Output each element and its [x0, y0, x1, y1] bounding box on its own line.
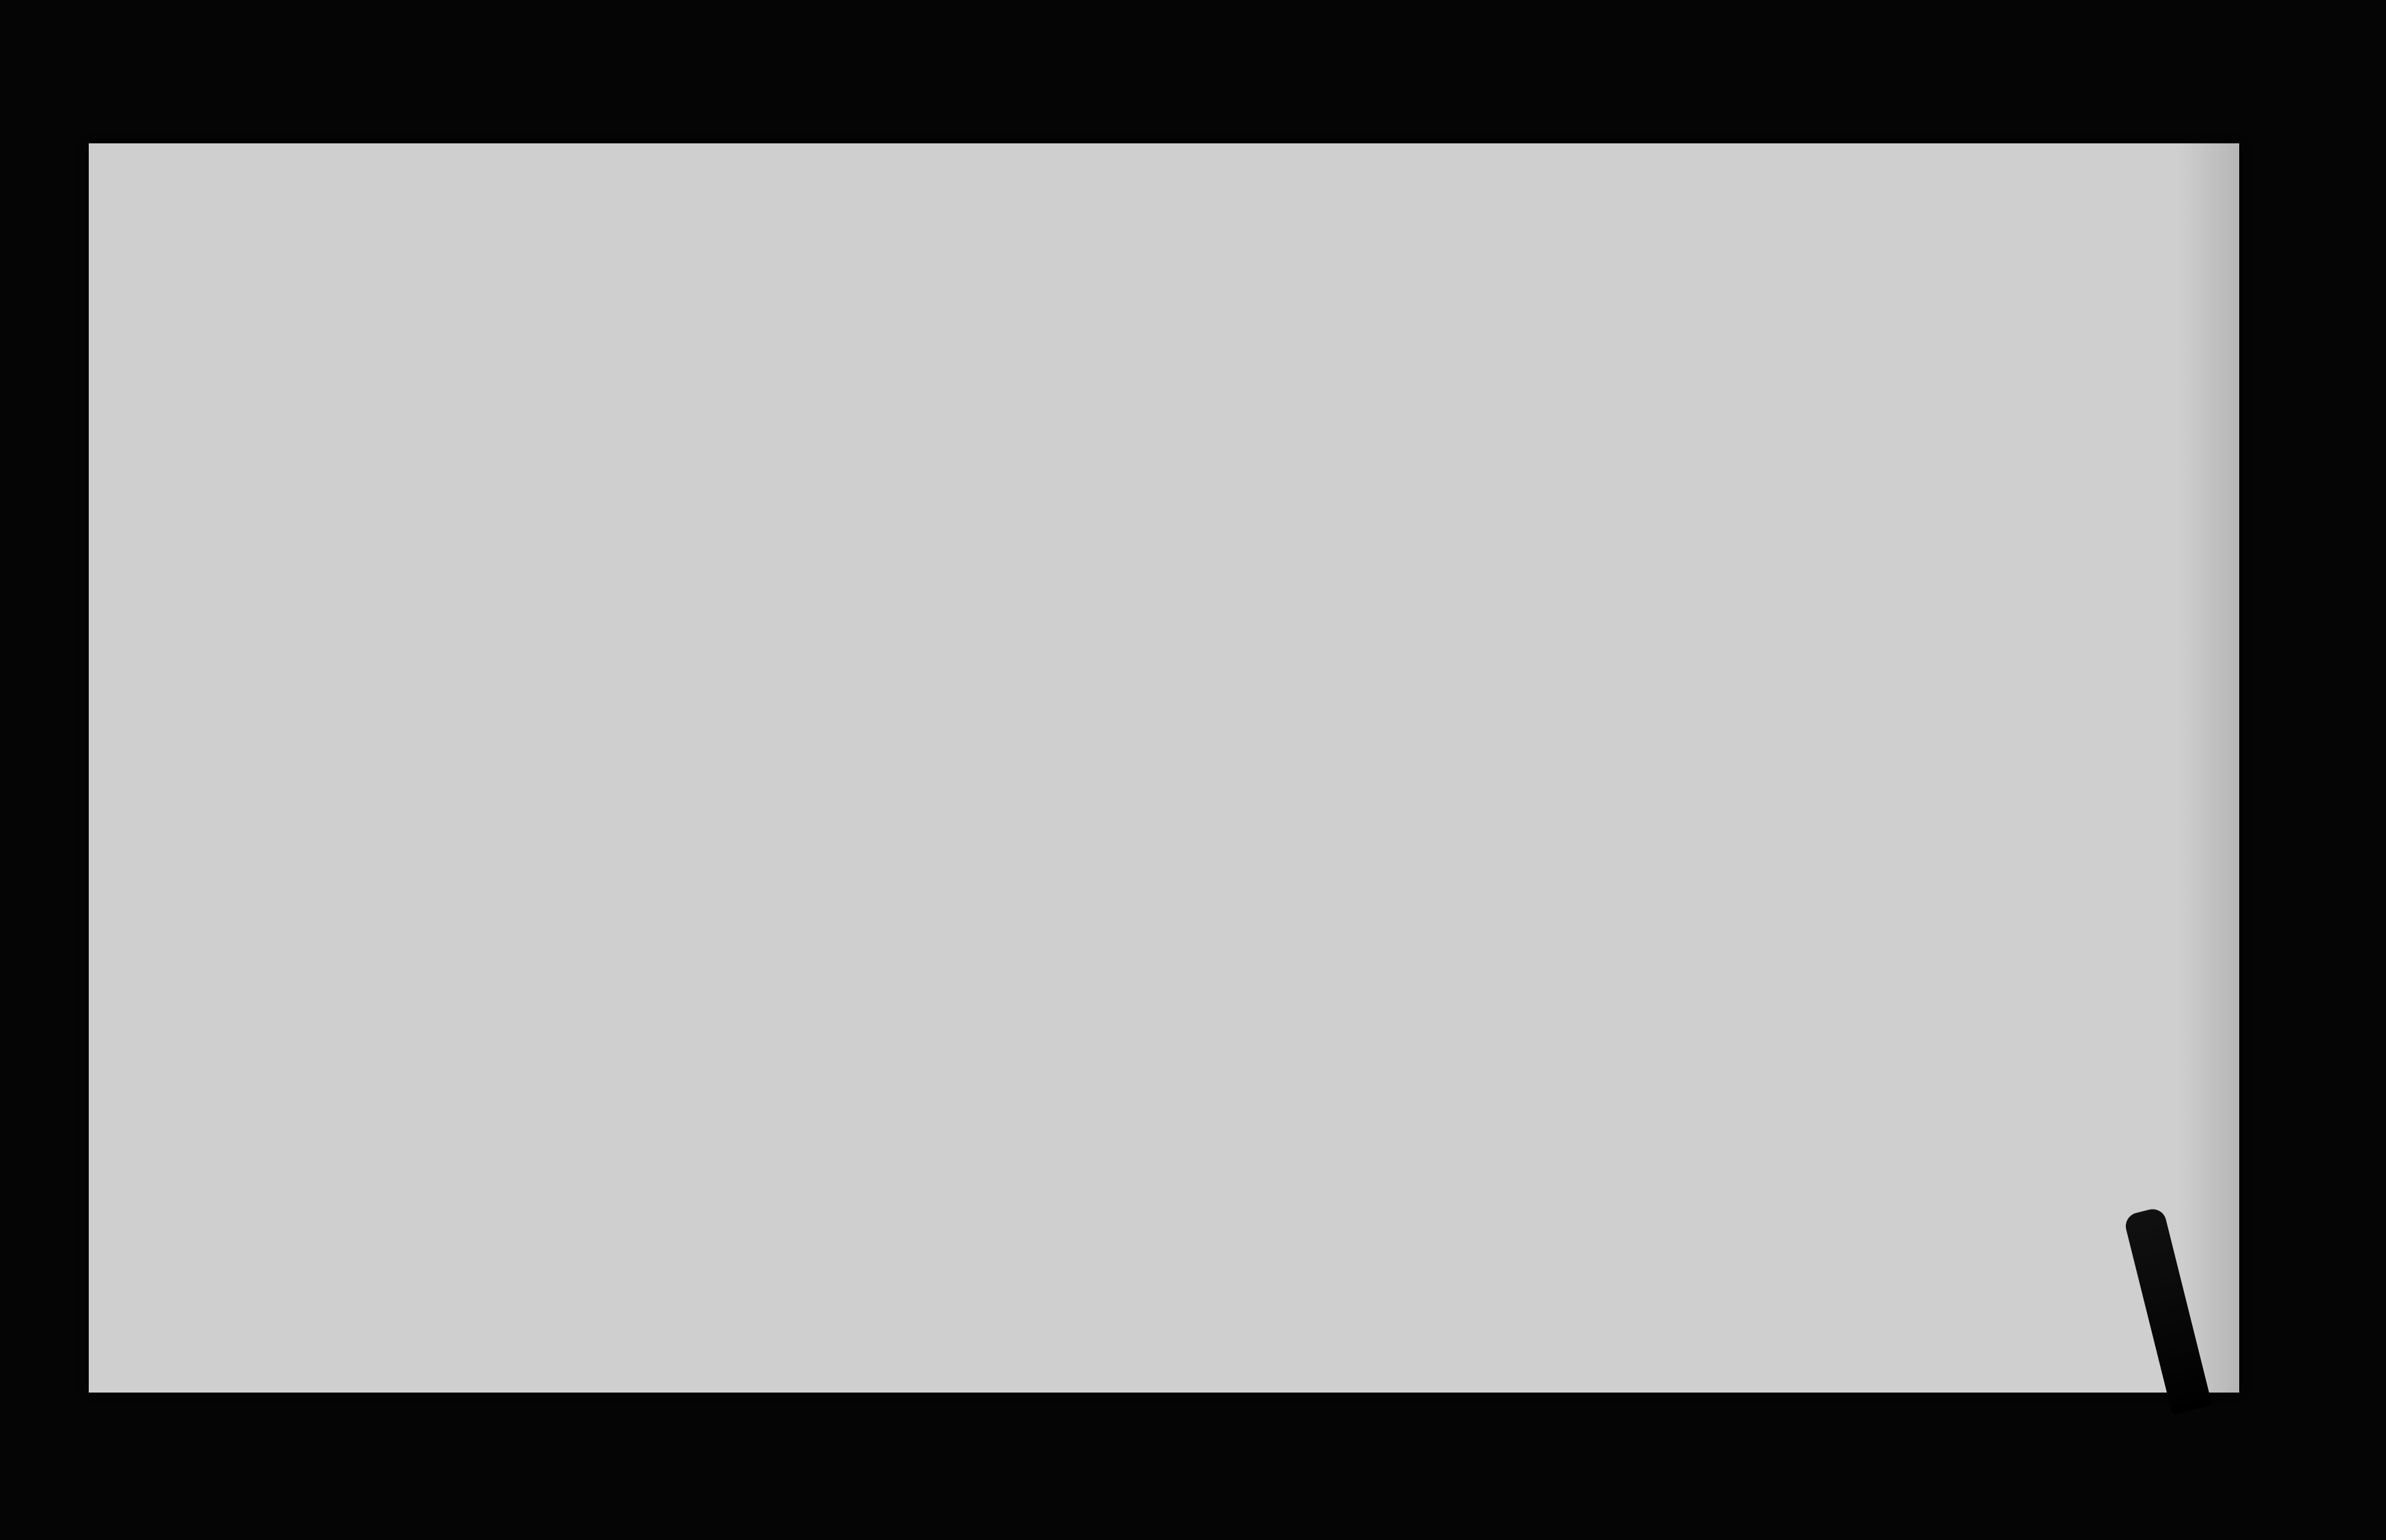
census-card: [89, 143, 2239, 1393]
